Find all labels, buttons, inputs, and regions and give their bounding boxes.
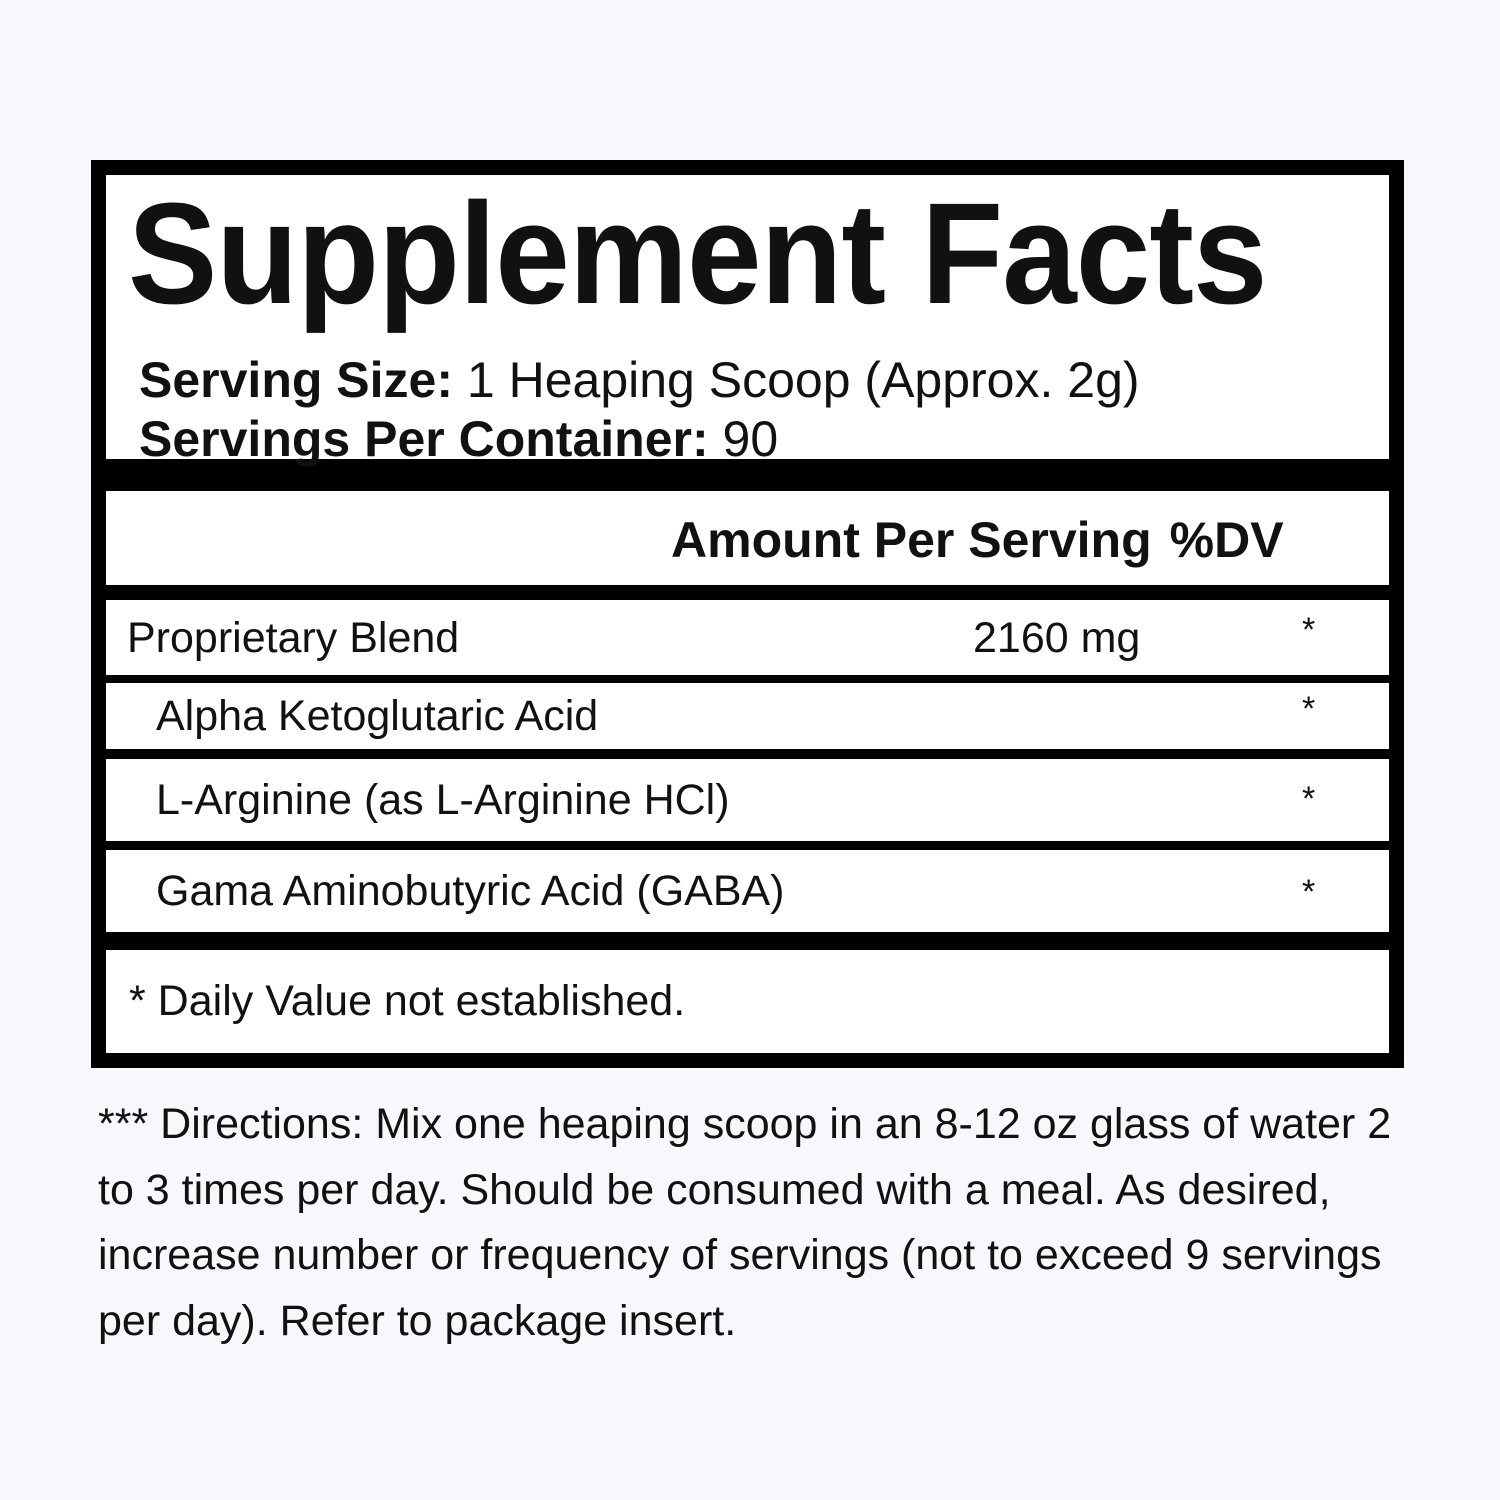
servings-per-container-label: Servings Per Container: [139, 411, 709, 467]
ingredient-row [106, 600, 1389, 675]
ingredient-name: L-Arginine (as L-Arginine HCl) [156, 776, 730, 824]
ingredient-row [106, 759, 1389, 841]
header-section [106, 173, 1389, 467]
ingredient-row [106, 850, 1389, 932]
ingredient-dv: * [1302, 611, 1316, 649]
serving-size-line [139, 350, 1140, 410]
serving-size-label: Serving Size: [139, 352, 453, 408]
ingredient-row [106, 683, 1389, 749]
column-headers [671, 510, 1284, 570]
panel-title: Supplement Facts [128, 173, 1267, 334]
column-header-row [106, 491, 1389, 585]
daily-value-footnote: * Daily Value not established. [129, 977, 686, 1025]
ingredient-dv: * [1302, 690, 1316, 728]
serving-size-value: 1 Heaping Scoop (Approx. 2g) [466, 352, 1140, 408]
ingredient-dv: * [1302, 780, 1316, 818]
ingredient-dv: * [1302, 873, 1316, 911]
amount-per-serving-header: Amount Per Serving [671, 512, 1152, 568]
dv-header: %DV [1169, 512, 1284, 568]
ingredient-name: Proprietary Blend [127, 613, 460, 662]
directions-text: *** Directions: Mix one heaping scoop in an 8-12 oz glass of water 2 to 3 times per day. Should be consumed with a meal. As desired, increase number or frequency of servings (not to exceed 9 servings per day). Refer to package insert. [98, 1100, 1392, 1345]
servings-per-container-value: 90 [722, 411, 779, 467]
ingredient-amount: 2160 mg [973, 613, 1141, 662]
footnote-section [106, 950, 1389, 1053]
ingredient-name: Alpha Ketoglutaric Acid [156, 692, 599, 740]
supplement-facts-panel [91, 160, 1404, 1068]
servings-per-container-line [139, 409, 778, 469]
ingredient-name: Gama Aminobutyric Acid (GABA) [156, 867, 785, 915]
